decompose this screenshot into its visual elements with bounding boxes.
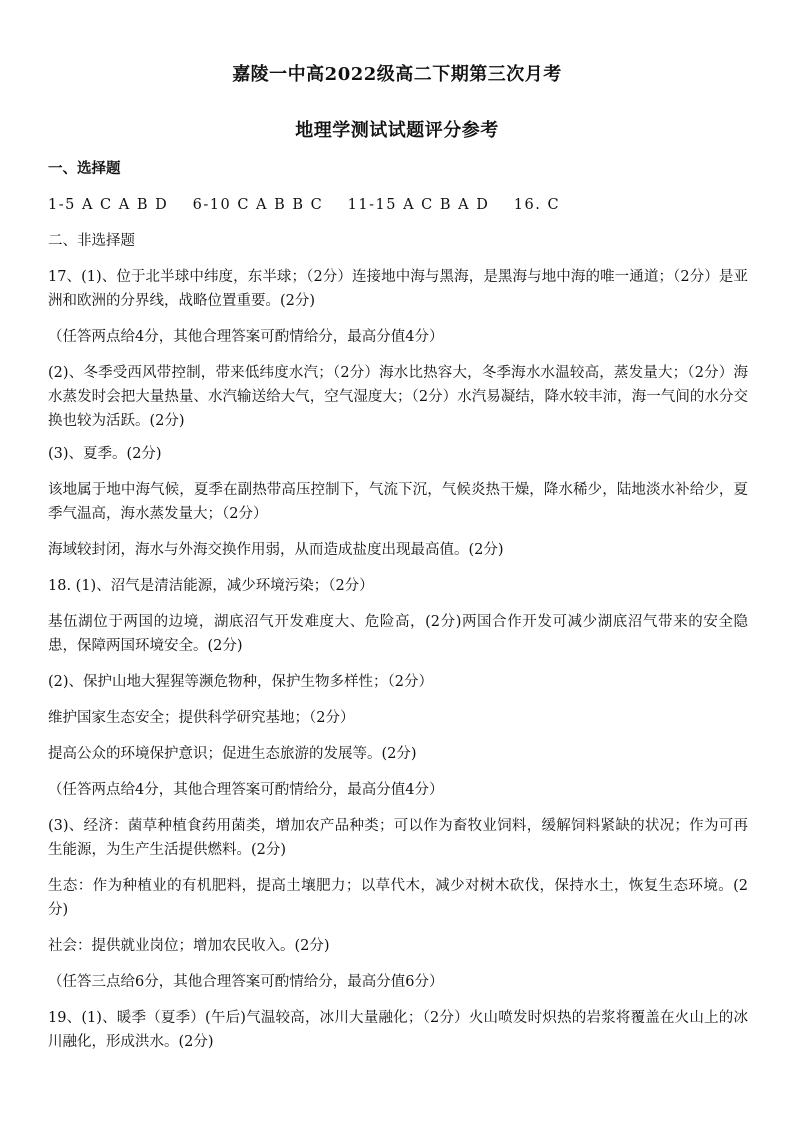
q18-part3-society: 社会：提供就业岗位；增加农民收入。(2分) bbox=[48, 938, 330, 954]
q18-part2: (2)、保护山地大猩猩等濒危物种，保护生物多样性；（2分） bbox=[48, 674, 434, 690]
q18-part1-detail: 基伍湖位于两国的边境，湖底沼气开发难度大、危险高，(2分)两国合作开发可减少湖底沼气带来的安全隐患，保障两国环境安全。(2分) bbox=[48, 614, 748, 654]
q18-part1: 18. (1)、沼气是清洁能源，减少环境污染；（2分） bbox=[48, 578, 374, 594]
q17-part3: (3)、夏季。(2分) bbox=[48, 446, 162, 462]
q17-part3-reason-b: 海域较封闭，海水与外海交换作用弱，从而造成盐度出现最高值。(2分) bbox=[48, 542, 504, 558]
document-title: 嘉陵一中高2022级高二下期第三次月考 bbox=[232, 64, 562, 85]
q17-part2: (2)、冬季受西风带控制，带来低纬度水汽；（2分）海水比热容大，冬季海水水温较高，蒸发量大；（2分）海水蒸发时会把大量热量、水汽输送给大气，空气湿度大；（2分）水汽易凝结，降水较丰沛，海一气间的水分交换也较为活跃。(2分) bbox=[48, 365, 748, 429]
choice-answers: 1-5 A C A B D 6-10 C A B B C 11-15 A C B A D 16. C bbox=[48, 197, 561, 213]
q18-part2-detail-a: 维护国家生态安全；提供科学研究基地；（2分） bbox=[48, 710, 355, 726]
document-subtitle: 地理学测试试题评分参考 bbox=[295, 120, 499, 141]
q18-part2-note: （任答两点给4分，其他合理答案可酌情给分，最高分值4分） bbox=[48, 782, 444, 798]
q19-part1: 19、(1)、暖季（夏季）(午后)气温较高，冰川大量融化；（2分）火山喷发时炽热的岩浆将覆盖在火山上的冰川融化，形成洪水。(2分) bbox=[48, 1010, 748, 1050]
q17-part1-note: （任答两点给4分，其他合理答案可酌情给分，最高分值4分） bbox=[48, 329, 444, 345]
nonchoice-section-heading: 二、非选择题 bbox=[48, 233, 135, 249]
choice-section-heading: 一、选择题 bbox=[48, 160, 121, 177]
q18-part2-detail-b: 提高公众的环境保护意识；促进生态旅游的发展等。(2分) bbox=[48, 746, 417, 762]
q17-part1: 17、(1)、位于北半球中纬度，东半球；（2分）连接地中海与黑海，是黑海与地中海的唯一通道；（2分）是亚洲和欧洲的分界线，战略位置重要。(2分) bbox=[48, 269, 748, 309]
q18-part3: (3)、经济：菌草种植食药用菌类，增加农产品种类；可以作为畜牧业饲料，缓解饲料紧缺的状况；作为可再生能源，为生产生活提供燃料。(2分) bbox=[48, 818, 748, 858]
q17-part3-reason-a: 该地属于地中海气候，夏季在副热带高压控制下，气流下沉，气候炎热干燥，降水稀少，陆地淡水补给少，夏季气温高，海水蒸发量大；（2分） bbox=[48, 482, 748, 522]
q18-part3-note: （任答三点给6分，其他合理答案可酌情给分，最高分值6分） bbox=[48, 974, 444, 990]
q18-part3-ecology: 生态：作为种植业的有机肥料，提高土壤肥力；以草代木，减少对树木砍伐，保持水土，恢复生态环境。(2分) bbox=[48, 878, 748, 918]
